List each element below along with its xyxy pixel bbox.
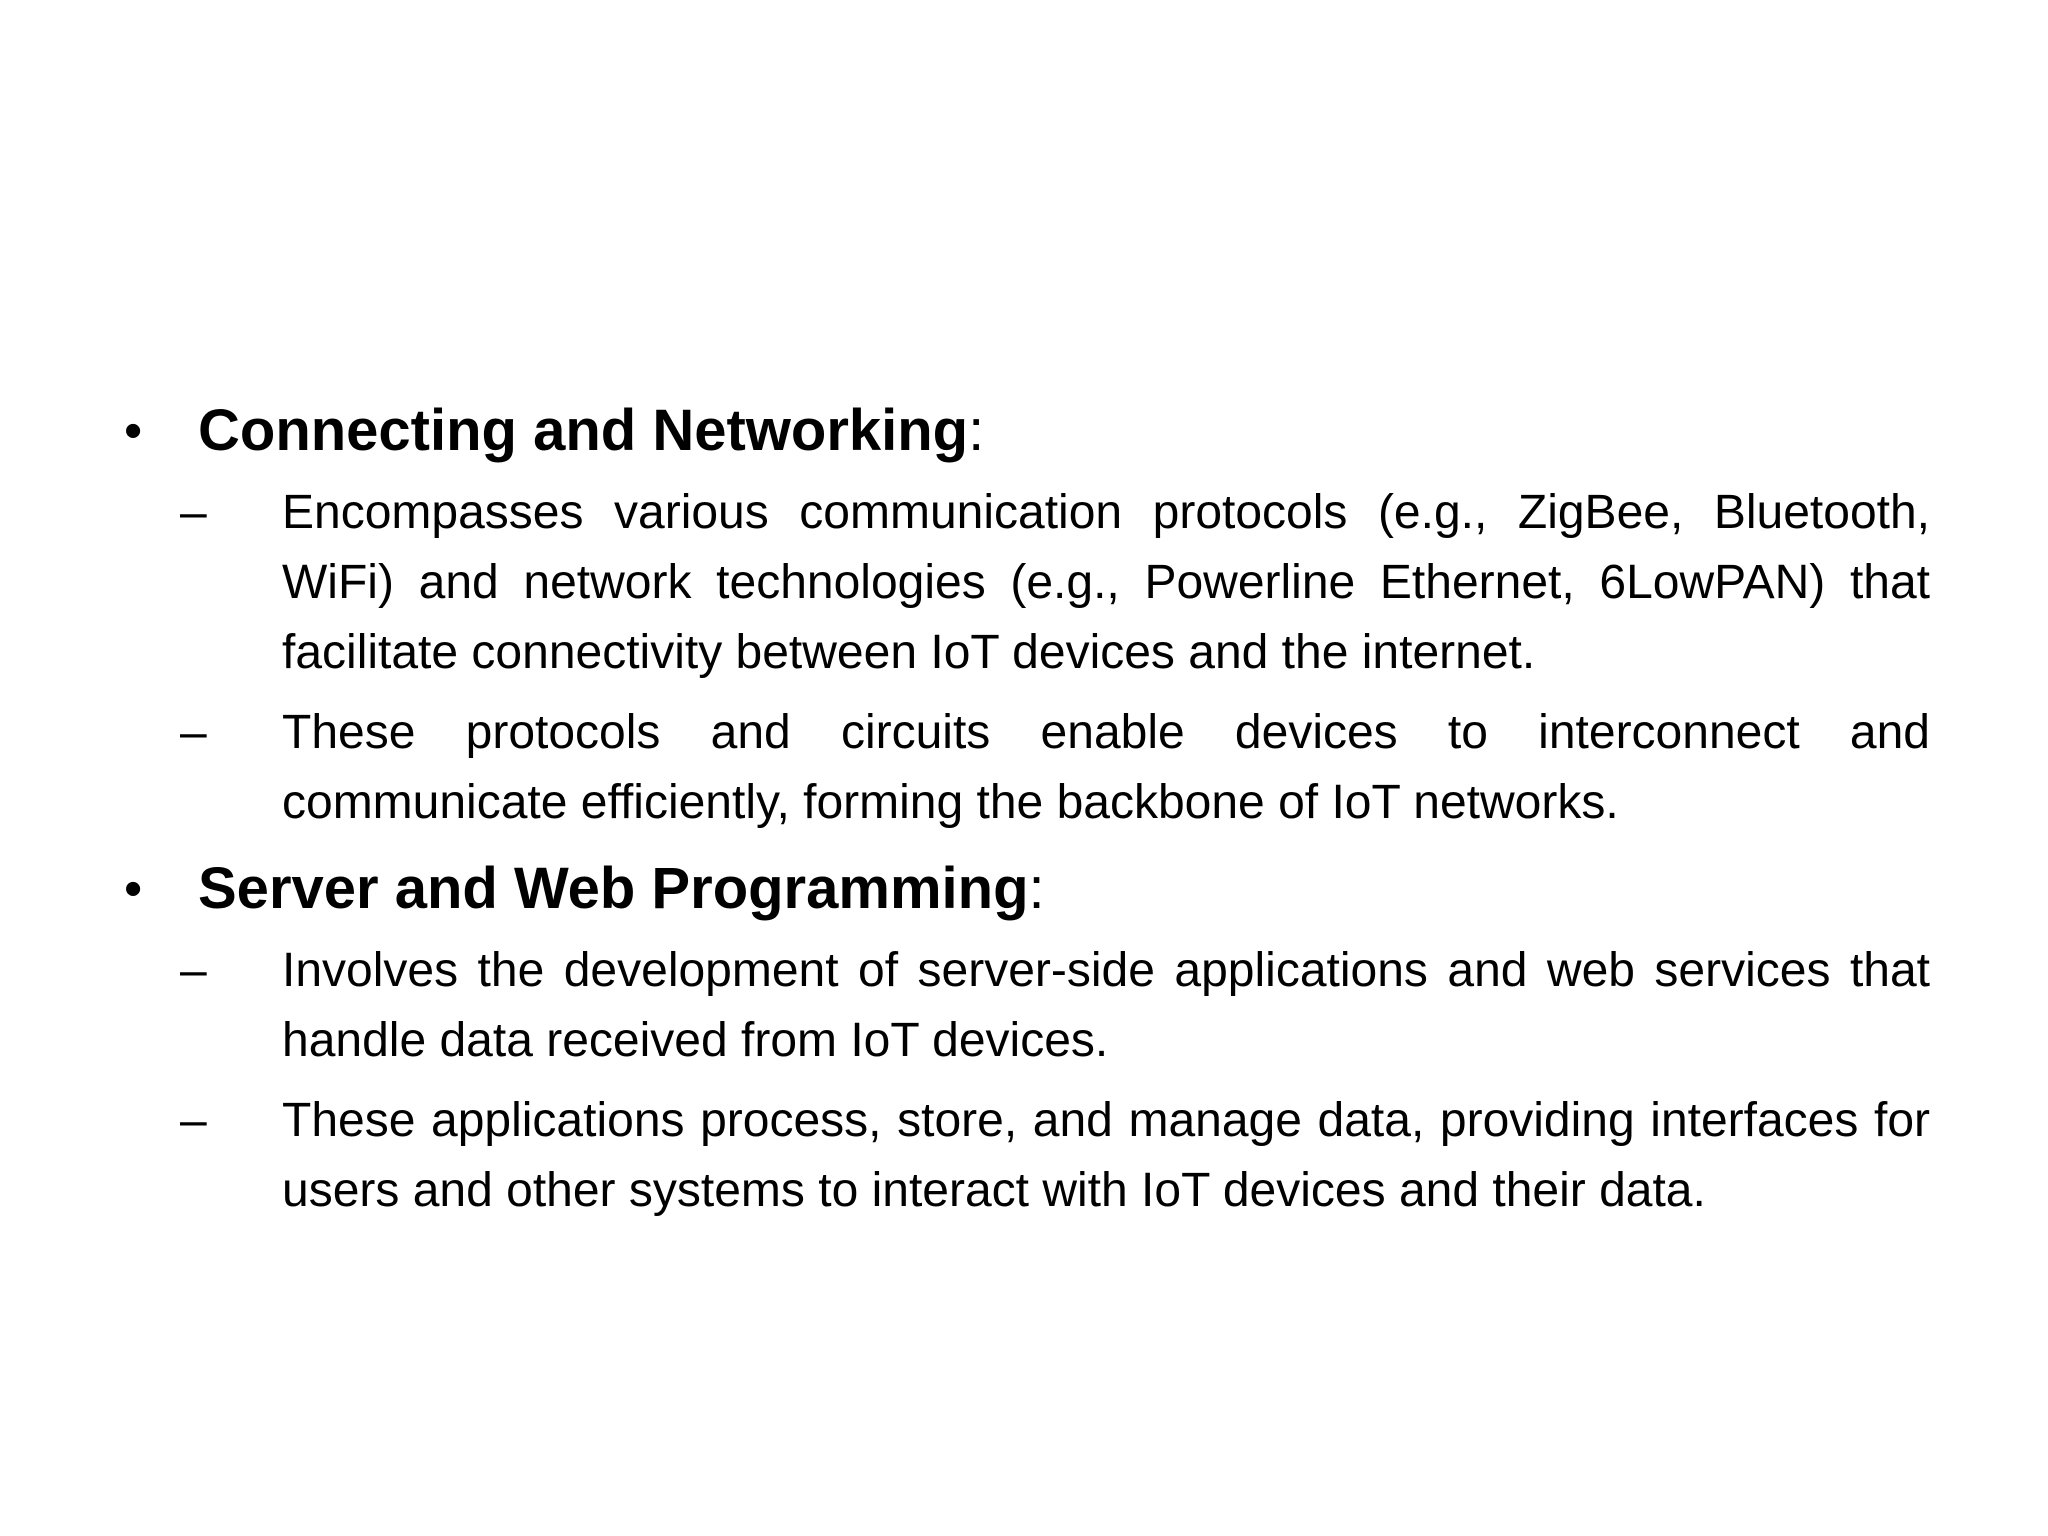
sub-bullet-text: Involves the development of server-side applications and web services that handle data received from IoT devices. — [282, 944, 1930, 1067]
dash-marker-icon: – — [180, 1094, 207, 1147]
sub-bullet — [120, 1086, 1930, 1226]
section-title: Connecting and Networking — [198, 398, 969, 463]
bullet-dot-icon: • — [124, 860, 143, 918]
slide-content — [120, 380, 1930, 1226]
title-colon: : — [1028, 856, 1045, 921]
sub-bullet-text: Encompasses various communication protocols (e.g., ZigBee, Bluetooth, WiFi) and network technologies (e.g., Powerline Ethernet, 6LowPAN) that facilitate connectivity between IoT devices and the internet. — [282, 486, 1930, 679]
dash-marker-icon: – — [180, 706, 207, 759]
dash-marker-icon: – — [180, 486, 207, 539]
section-title: Server and Web Programming — [198, 856, 1029, 921]
bullet-connecting-networking — [120, 394, 1930, 468]
bullet-dot-icon: • — [124, 402, 143, 460]
sub-bullet-text: These protocols and circuits enable devices to interconnect and communicate efficiently, forming the backbone of IoT networks. — [282, 706, 1930, 829]
bullet-server-web-programming — [120, 852, 1930, 926]
dash-marker-icon: – — [180, 944, 207, 997]
sub-bullet — [120, 478, 1930, 688]
sub-bullet — [120, 698, 1930, 838]
sub-bullet — [120, 936, 1930, 1076]
title-colon: : — [968, 398, 985, 463]
sub-bullet-text: These applications process, store, and manage data, providing interfaces for users and other systems to interact with IoT devices and their data. — [282, 1094, 1930, 1217]
